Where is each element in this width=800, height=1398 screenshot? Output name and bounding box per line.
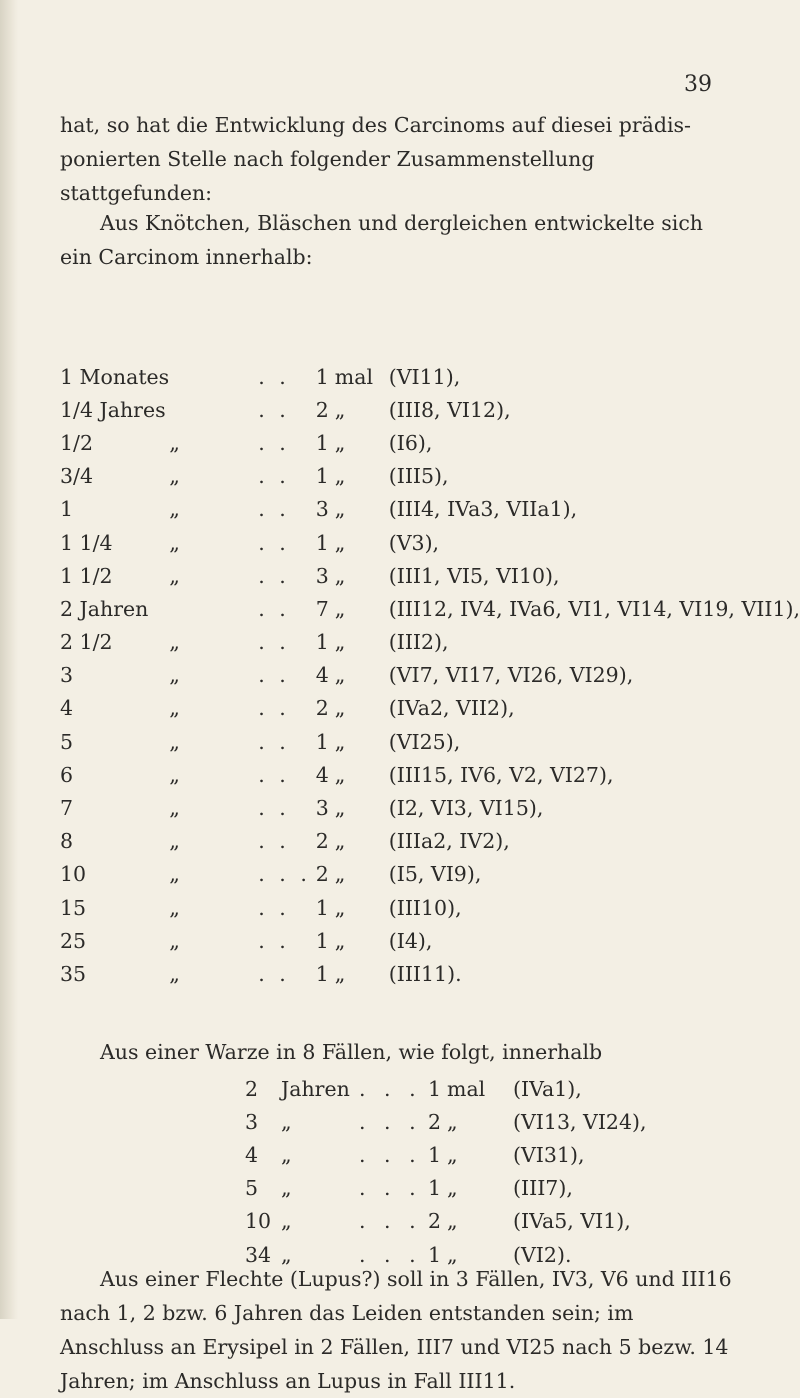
cell-unit: „	[169, 729, 180, 754]
cell-dots: . .	[258, 530, 290, 555]
cell-unit: „	[169, 530, 180, 555]
table-row	[60, 360, 800, 393]
cell-time: 1/4 Jahres	[60, 397, 166, 422]
cell-time: 6	[60, 762, 74, 787]
table-row	[60, 626, 800, 659]
cell-dots: . .	[258, 928, 290, 953]
cell-cases: (III15, IV6, V2, VI27),	[388, 762, 614, 787]
cell-mal: „	[334, 397, 346, 422]
cell-unit: „	[169, 895, 180, 920]
cell-dots: . .	[258, 796, 290, 821]
cell-dots: . .	[258, 696, 290, 721]
cell-dots: . .	[258, 663, 290, 688]
cell-count: 3	[315, 563, 329, 588]
cell-unit: „	[169, 928, 180, 953]
table-row	[60, 592, 800, 625]
cell-count: 1	[427, 1076, 441, 1101]
section2-intro: Aus einer Warze in 8 Fällen, wie folgt, innerhalb	[100, 1040, 603, 1064]
table-row	[60, 526, 800, 559]
table-row	[60, 825, 800, 858]
cell-unit: „	[281, 1142, 292, 1167]
table-row	[60, 559, 800, 592]
cell-count: 2	[315, 862, 329, 887]
cell-mal: „	[334, 430, 346, 455]
cell-mal: „	[334, 961, 346, 986]
cell-dots: . .	[258, 364, 290, 389]
cell-mal: „	[334, 928, 346, 953]
table-row	[245, 1172, 647, 1205]
cell-unit: „	[169, 630, 180, 655]
cell-count: 1	[427, 1242, 441, 1267]
cell-cases: (IIIa2, IV2),	[388, 829, 510, 854]
cell-mal: „	[334, 630, 346, 655]
cell-time: 10	[245, 1209, 272, 1234]
page-number: 39	[684, 72, 712, 97]
cell-mal: „	[334, 464, 346, 489]
table-row	[60, 725, 800, 758]
cell-dots: . .	[258, 895, 290, 920]
cell-dots: . . .	[359, 1242, 422, 1267]
table-row	[60, 493, 800, 526]
cell-time: 2 Jahren	[60, 596, 149, 621]
table-row	[245, 1205, 647, 1238]
cell-unit: „	[281, 1109, 292, 1134]
cell-cases: (VI31),	[513, 1142, 585, 1167]
cell-cases: (VI7, VI17, VI26, VI29),	[388, 663, 634, 688]
cell-mal: mal	[334, 364, 373, 389]
cell-time: 1	[60, 497, 74, 522]
table-knoetchen	[60, 360, 800, 991]
cell-mal: mal	[447, 1076, 486, 1101]
table-row	[60, 791, 800, 824]
cell-unit: „	[169, 961, 180, 986]
table-row	[245, 1072, 647, 1105]
cell-cases: (III4, IVa3, VIIa1),	[388, 497, 578, 522]
table-row	[60, 758, 800, 791]
cell-mal: „	[334, 895, 346, 920]
cell-unit: „	[281, 1209, 292, 1234]
cell-dots: . .	[258, 596, 290, 621]
cell-cases: (I2, VI3, VI15),	[388, 796, 544, 821]
cell-cases: (I4),	[388, 928, 433, 953]
table-row	[60, 426, 800, 459]
cell-mal: „	[447, 1176, 458, 1201]
cell-count: 3	[315, 497, 329, 522]
cell-cases: (I6),	[388, 430, 433, 455]
cell-dots: . . .	[359, 1076, 422, 1101]
cell-cases: (I5, VI9),	[388, 862, 482, 887]
cell-time: 15	[60, 895, 87, 920]
cell-unit: „	[169, 563, 180, 588]
cell-dots: . .	[258, 397, 290, 422]
cell-mal: „	[334, 497, 346, 522]
cell-cases: (III5),	[388, 464, 449, 489]
cell-mal: „	[447, 1242, 458, 1267]
cell-unit: Jahren	[281, 1076, 350, 1101]
cell-mal: „	[334, 530, 346, 555]
table-row	[60, 891, 800, 924]
cell-dots: . . .	[359, 1176, 422, 1201]
table-row	[60, 659, 800, 692]
cell-unit: „	[169, 497, 180, 522]
cell-dots: . .	[258, 497, 290, 522]
cell-unit	[169, 393, 258, 426]
table-row	[60, 924, 800, 957]
cell-time: 3/4	[60, 464, 93, 489]
cell-cases: (VI11),	[388, 364, 461, 389]
cell-count: 1	[315, 729, 329, 754]
cell-time: 3	[245, 1109, 259, 1134]
cell-cases: (VI13, VI24),	[513, 1109, 647, 1134]
cell-dots: . . .	[258, 862, 311, 887]
cell-cases: (III11).	[388, 961, 462, 986]
cell-time: 7	[60, 796, 74, 821]
cell-count: 4	[315, 663, 329, 688]
cell-unit: „	[169, 464, 180, 489]
cell-dots: . .	[258, 430, 290, 455]
cell-count: 1	[427, 1176, 441, 1201]
cell-time: 5	[245, 1176, 259, 1201]
cell-count: 1	[315, 895, 329, 920]
cell-mal: „	[334, 829, 346, 854]
table-row	[60, 460, 800, 493]
cell-time: 4	[60, 696, 74, 721]
cell-unit: „	[169, 696, 180, 721]
cell-count: 4	[315, 762, 329, 787]
cell-cases: (IVa2, VII2),	[388, 696, 515, 721]
intro-paragraph: hat, so hat die Entwicklung des Carcinoms auf diesei prädis-ponierten Stelle nach folgender Zusammenstellung stattgefunden:	[60, 113, 691, 205]
cell-dots: . .	[258, 563, 290, 588]
cell-cases: (III10),	[388, 895, 462, 920]
cell-cases: (VI2).	[513, 1242, 572, 1267]
table-row	[60, 957, 800, 990]
cell-unit	[169, 360, 258, 393]
cell-dots: . .	[258, 464, 290, 489]
cell-unit: „	[169, 862, 180, 887]
cell-count: 2	[427, 1109, 441, 1134]
cell-dots: . . .	[359, 1142, 422, 1167]
cell-unit: „	[169, 829, 180, 854]
cell-time: 8	[60, 829, 74, 854]
cell-unit: „	[169, 796, 180, 821]
cell-mal: „	[447, 1109, 458, 1134]
page-binding-shadow	[0, 0, 18, 1319]
cell-dots: . .	[258, 961, 290, 986]
cell-count: 1	[427, 1142, 441, 1167]
cell-count: 1	[315, 961, 329, 986]
cell-unit: „	[169, 663, 180, 688]
cell-time: 2	[245, 1076, 259, 1101]
cell-mal: „	[334, 596, 346, 621]
cell-time: 35	[60, 961, 87, 986]
cell-dots: . .	[258, 729, 290, 754]
cell-mal: „	[334, 762, 346, 787]
cell-time: 1/2	[60, 430, 93, 455]
cell-unit: „	[169, 762, 180, 787]
cell-count: 7	[315, 596, 329, 621]
cell-count: 1	[315, 430, 329, 455]
cell-count: 1	[315, 530, 329, 555]
section1-intro: Aus Knötchen, Bläschen und dergleichen entwickelte sich ein Carcinom innerhalb:	[60, 211, 704, 269]
cell-count: 1	[315, 464, 329, 489]
cell-mal: „	[334, 663, 346, 688]
cell-cases: (III8, VI12),	[388, 397, 511, 422]
cell-count: 1	[315, 928, 329, 953]
cell-unit: „	[281, 1242, 292, 1267]
cell-time: 1 1/2	[60, 563, 113, 588]
table-row	[245, 1105, 647, 1138]
cell-cases: (III1, VI5, VI10),	[388, 563, 560, 588]
cell-dots: . . .	[359, 1109, 422, 1134]
table-row	[60, 858, 800, 891]
cell-time: 3	[60, 663, 74, 688]
cell-mal: „	[334, 796, 346, 821]
cell-count: 2	[315, 696, 329, 721]
cell-time: 2 1/2	[60, 630, 113, 655]
cell-time: 25	[60, 928, 87, 953]
cell-dots: . .	[258, 829, 290, 854]
cell-time: 1 Monates	[60, 364, 170, 389]
cell-mal: „	[334, 729, 346, 754]
table-row	[245, 1138, 647, 1171]
cell-dots: . . .	[359, 1209, 422, 1234]
cell-count: 2	[427, 1209, 441, 1234]
table-row	[60, 692, 800, 725]
cell-mal: „	[447, 1142, 458, 1167]
cell-cases: (IVa5, VI1),	[513, 1209, 631, 1234]
table-row	[60, 393, 800, 426]
cell-cases: (IVa1),	[513, 1076, 582, 1101]
cell-count: 2	[315, 829, 329, 854]
closing-paragraph: Aus einer Flechte (Lupus?) soll in 3 Fällen, IV3, V6 und III16 nach 1, 2 bzw. 6 Jahren das Leiden entstanden sein; im Anschluss an Erysipel in 2 Fällen, III7 und VI25 nach 5 bezw. 14 Jahren; im Anschluss an Lupus in Fall III11.	[60, 1267, 732, 1393]
cell-mal: „	[447, 1209, 458, 1234]
cell-cases: (III12, IV4, IVa6, VI1, VI14, VI19, VII1),	[388, 596, 800, 621]
cell-dots: . .	[258, 630, 290, 655]
cell-time: 34	[245, 1242, 272, 1267]
cell-time: 1 1/4	[60, 530, 113, 555]
cell-mal: „	[334, 696, 346, 721]
cell-cases: (V3),	[388, 530, 440, 555]
cell-cases: (III2),	[388, 630, 449, 655]
cell-cases: (III7),	[513, 1176, 573, 1201]
cell-count: 2	[315, 397, 329, 422]
cell-unit: „	[169, 430, 180, 455]
cell-count: 3	[315, 796, 329, 821]
table-warze	[245, 1072, 647, 1271]
cell-cases: (VI25),	[388, 729, 461, 754]
cell-unit: „	[281, 1176, 292, 1201]
cell-count: 1	[315, 364, 329, 389]
cell-time: 10	[60, 862, 87, 887]
cell-mal: „	[334, 862, 346, 887]
cell-mal: „	[334, 563, 346, 588]
cell-time: 5	[60, 729, 74, 754]
cell-count: 1	[315, 630, 329, 655]
cell-dots: . .	[258, 762, 290, 787]
cell-unit	[169, 592, 258, 625]
cell-time: 4	[245, 1142, 259, 1167]
